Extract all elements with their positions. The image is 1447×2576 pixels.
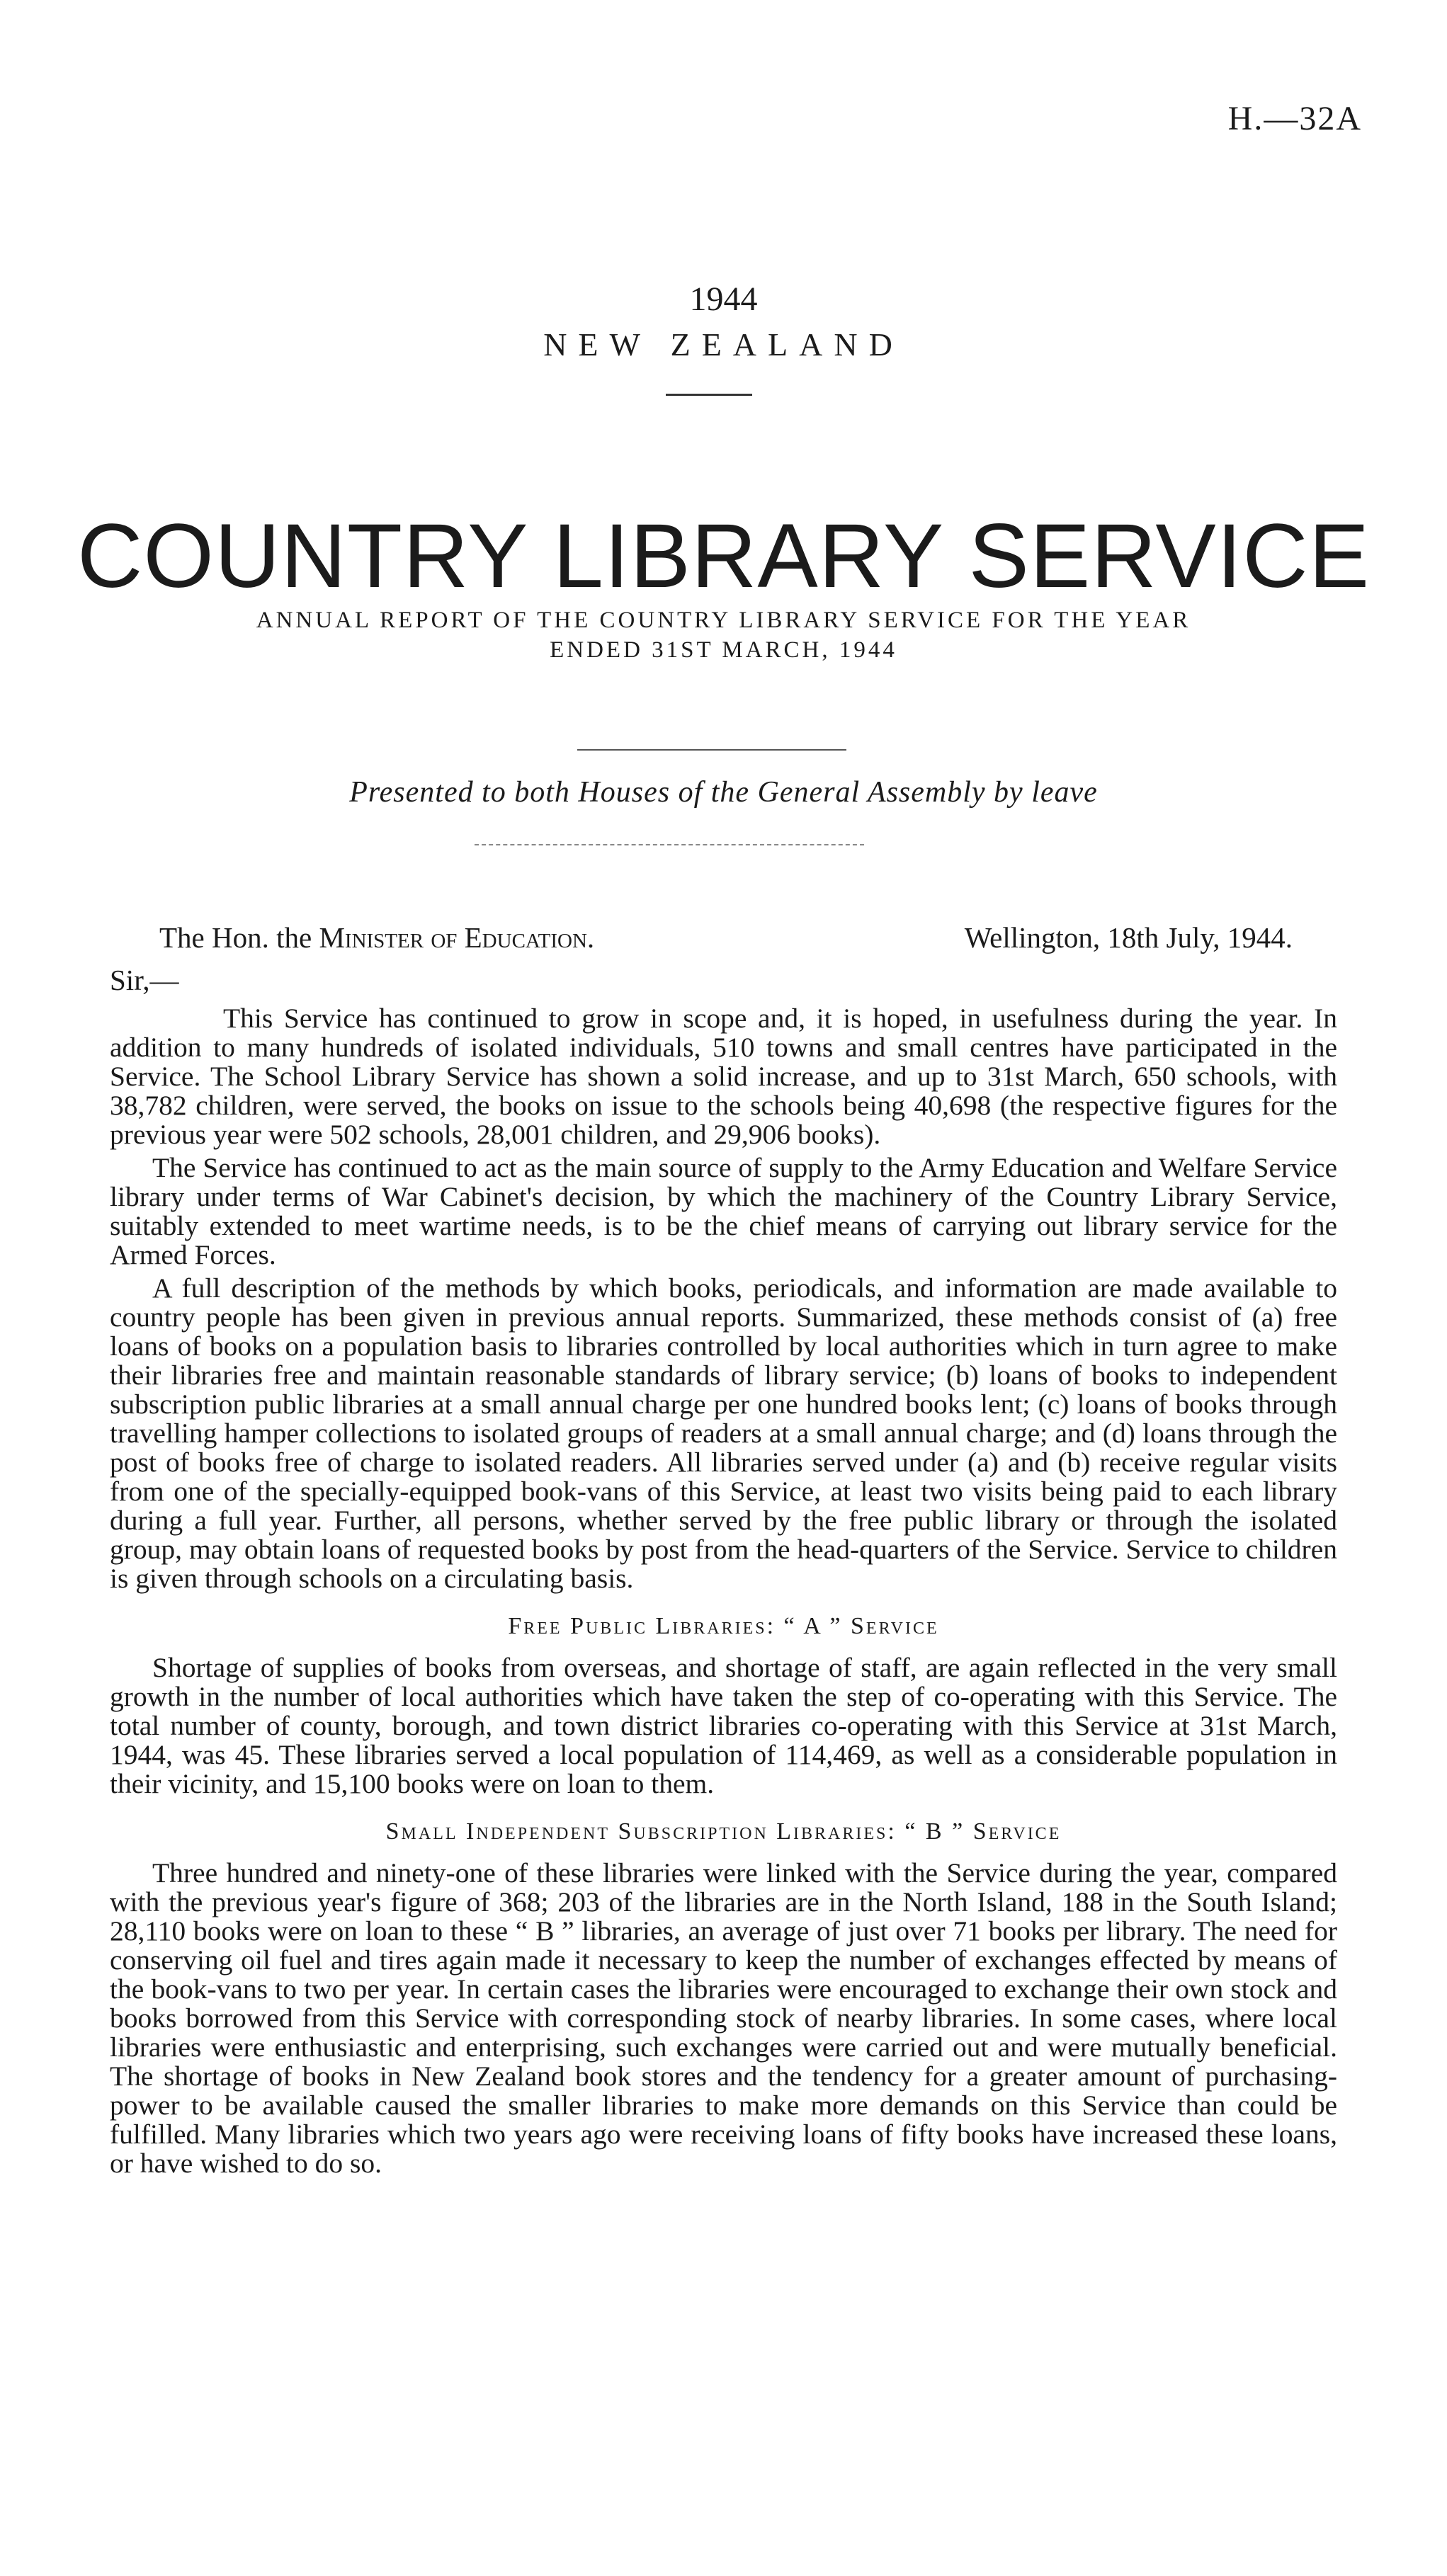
paragraph-subscription-libraries: Three hundred and ninety-one of these libraries were linked with the Service during the year, compared with the previous year's figure of 368; 203 of the libraries are in the North Island, 188 in the South Island; 28,110 books were on loan to these “ B ” libraries, an average of just over 71 books per library. The need for conserving oil fuel and tires again made it necessary to keep the number of exchanges effected by means of the book-vans to two per year. In certain cases the libraries were encouraged to exchange their own stock and books borrowed from this Service with corresponding stock of nearby libraries. In some cases, where local libraries were enthusiastic and enterprising, such exchanges were carried out and were mutually beneficial. The shortage of books in New Zealand book stores and the tendency for a greater amount of purchasing-power to be available caused the smaller libraries to make more demands on this Service than could be fulfilled. Many libraries which two years ago were receiving loans of fifty books have increased these loans, or have wished to do so.	[110, 1857, 1337, 2179]
presentation-note: Presented to both Houses of the General Assembly by leave	[349, 776, 1098, 809]
divider-lower	[475, 844, 864, 845]
subtitle-line-1: ANNUAL REPORT OF THE COUNTRY LIBRARY SERVICE FOR THE YEAR	[256, 608, 1191, 633]
paragraph-army-service: The Service has continued to act as the main source of supply to the Army Education and Welfare Service library under terms of War Cabinet's decision, by which the machinery of the Country Library Service, suitably extended to meet wartime needs, is to be the chief means of carrying out library service for the Armed Forces.	[110, 1152, 1337, 1270]
subtitle-line-2: ENDED 31ST MARCH, 1944	[550, 637, 897, 663]
page-title: COUNTRY LIBRARY SERVICE	[76, 506, 1371, 607]
addressee-title: Minister of Education.	[319, 921, 595, 954]
divider-top	[666, 394, 752, 396]
section-heading-b-service: Small Independent Subscription Libraries: “ B ” Service	[385, 1818, 1062, 1845]
addressee-prefix: The Hon. the	[159, 921, 312, 954]
paragraph-growth: This Service has continued to grow in scope and, it is hoped, in usefulness during the year. In addition to many hundreds of isolated individuals, 510 towns and small centres have participated in the Service. The School Library Service has shown a solid increase, and up to 31st March, 650 schools, with 38,782 children, were served, the books on issue to the schools being 40,698 (the respective figures for the previous year were 502 schools, 28,001 children, and 29,906 books).	[110, 1003, 1337, 1150]
letter-salutation: Sir,—	[110, 964, 179, 996]
paragraph-methods: A full description of the methods by which books, periodicals, and information are made available to country people has been given in previous annual reports. Summarized, these methods consist of (a) free loans of books on a population basis to libraries controlled by local authorities which in turn agree to make their libraries free and maintain reasonable standards of library service; (b) loans of books to independent subscription public libraries at a small annual charge per one hundred books lent; (c) loans of books through travelling hamper collections to isolated groups of readers at a small annual charge; and (d) loans through the post of books free of charge to isolated readers. All libraries served under (a) and (b) receive regular visits from one of the specially-equipped book-vans of this Service, at least two visits being paid to each library during a full year. Further, all persons, whether served by the free public library or through the isolated group, may obtain loans of requested books by post from the head-quarters of the Service. Service to children is given through schools on a circulating basis.	[110, 1272, 1337, 1594]
country-name: NEW ZEALAND	[543, 326, 904, 363]
report-year: 1944	[689, 280, 758, 318]
report-body	[110, 1004, 1337, 2182]
section-heading-a-service: Free Public Libraries: “ A ” Service	[508, 1613, 939, 1639]
paragraph-free-public-libraries: Shortage of supplies of books from overseas, and shortage of staff, are again reflected in the very small growth in the number of local authorities which have taken the step of co-operating with this Service. The total number of county, borough, and town district libraries co-operating with this Service at 31st March, 1944, was 45. These libraries served a local population of 114,469, as well as a considerable population in their vicinity, and 15,100 books were on loan to them.	[110, 1652, 1337, 1799]
document-reference: H.—32A	[1227, 100, 1362, 137]
report-subtitle	[142, 605, 1305, 665]
divider-middle	[577, 749, 846, 751]
letter-date: Wellington, 18th July, 1944.	[964, 921, 1293, 954]
letter-addressee	[159, 921, 594, 954]
